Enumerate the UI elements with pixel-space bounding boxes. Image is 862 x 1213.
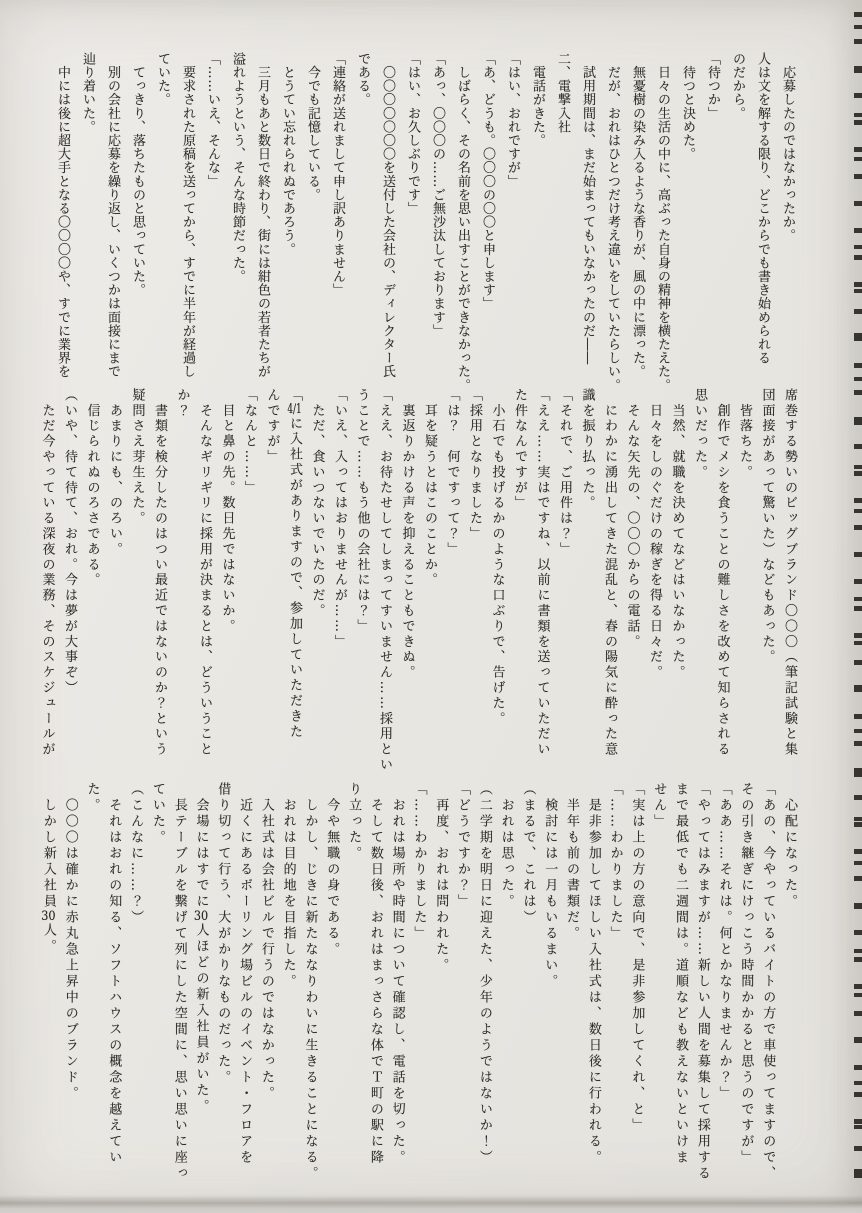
- text-line: 「やってはみますが……新しい人間を募集して採用する: [694, 782, 710, 1182]
- text-line: 今や無職の身である。: [324, 782, 340, 958]
- text-line: 席巻する勢いのビッグブランド〇〇〇（筆記試験と集: [782, 388, 797, 758]
- inline-numeral: 4/1: [287, 403, 302, 417]
- text-line: おれは場所や時間について確認し、電話を切った。: [389, 782, 405, 1166]
- text-line: か？: [174, 388, 190, 419]
- text-line: 三月もあと数日で終わり、街には紺色の若者たちが: [255, 52, 270, 379]
- text-line: 「連絡が送れまして申し訳ありません」: [330, 52, 345, 297]
- text-line: 辿り着いた。: [80, 52, 95, 134]
- text-line: （二学期を明日に迎えた、少年のようではないか！）: [476, 782, 492, 1166]
- text-line: 借り切って行う、大がかりなものだった。: [215, 782, 231, 1086]
- text-line: 中には後に超大手となる〇〇〇〇や、すでに業界を: [55, 52, 70, 379]
- text-line: おれは目的地を目指した。: [280, 782, 296, 990]
- text-line: （いや、待て待て、おれ。今は夢が大事ぞ）: [62, 388, 77, 696]
- text-line: その引き継ぎにけっこう時間かかると思うのですが」: [738, 782, 754, 1166]
- text-line: 〇〇〇は確かに赤丸急上昇中のブランド。: [62, 782, 78, 1102]
- text-band-middle: [35, 388, 800, 774]
- text-line: あまりにも、のろい。: [107, 388, 122, 558]
- text-line: 試用期間は、まだ始まってもいなかったのだ――: [580, 52, 595, 365]
- text-line: それはおれの知る、ソフトハウスの概念を越えてい: [106, 782, 122, 1166]
- text-line: ただ今やっている深夜の業務、そのスケジュールが: [39, 388, 55, 758]
- text-line: だが、おれはひとつだけ考え違いをしていたらしい。: [605, 52, 620, 392]
- text-line: 「……わかりました」: [411, 782, 427, 942]
- text-line: 別の会社に応募を繰り返し、いくつかは面接にまで: [105, 52, 120, 379]
- page-bottom-edge: [0, 1195, 862, 1213]
- text-line: そして数日後、おれはまっさらな体でＴ町の駅に降: [367, 782, 383, 1166]
- text-line: 「は？ 何ですって？」: [444, 388, 460, 558]
- text-line: まで最低でも二週間は。道順なども教えないといけま: [673, 782, 689, 1166]
- text-line: 「ええ、お待たせしてしまってすいません……採用とい: [377, 388, 392, 773]
- text-line: 再度、おれは問われた。: [433, 782, 449, 974]
- text-line: 団面接があって驚いた）などもあった。: [759, 388, 775, 666]
- text-line: 待つと決めた。: [680, 52, 695, 161]
- text-line: しばらく、その名前を思い出すことができなかった。: [455, 52, 470, 392]
- text-line: のだから。: [730, 52, 745, 120]
- text-line: にわかに湧出してきた混乱と、春の陽気に酔った意: [602, 388, 617, 758]
- text-line: 思いだった。: [692, 388, 707, 481]
- text-line: 日々をしのぐだけの稼ぎを得る日々だ。: [647, 388, 662, 681]
- binding-marks: [854, 12, 862, 1193]
- text-line: 創作でメシを食うことの難しさを改めて知らされる: [714, 388, 730, 758]
- text-line: 識を振り払った。: [579, 388, 595, 512]
- text-line: である。: [355, 52, 370, 107]
- text-line: 〇〇〇〇〇〇〇を送付した会社の、ディレクター氏: [380, 52, 395, 379]
- text-line: うことで……もう他の会社には？」: [354, 388, 370, 635]
- text-line: んですが」: [264, 388, 280, 465]
- text-line: 「それで、ご用件は？」: [557, 388, 572, 558]
- text-line: 入社式は会社ビルで行うのではなかった。: [258, 782, 274, 1102]
- inline-numeral: 30: [193, 910, 209, 923]
- inline-numeral: 30: [41, 910, 56, 923]
- text-line: 目と鼻の先。数日先ではないか。: [219, 388, 235, 635]
- text-line: （こんなに……？）: [128, 782, 144, 926]
- text-line: 「実は上の方の意向で、是非参加してくれ、と」: [629, 782, 645, 1134]
- text-line: 検討には一月もいるまい。: [542, 782, 558, 990]
- text-line: 「……いえ、そんな」: [205, 52, 220, 188]
- text-line: てっきり、落ちたものと思っていた。: [130, 52, 145, 297]
- text-line: 「……わかりました」: [607, 782, 623, 942]
- text-line: 「どうですか？」: [455, 782, 471, 910]
- text-line: 小石でも投げるかのような口ぶりで、告げた。: [489, 388, 505, 727]
- text-line: 耳を疑うとはこのことか。: [422, 388, 437, 589]
- text-line: 要求された原稿を送ってから、すでに半年が経過し: [180, 52, 195, 379]
- text-line: 書類を検分したのはつい最近ではないのか？という: [152, 388, 167, 758]
- text-line: 「はい、おれですが」: [505, 52, 520, 188]
- text-line: 半年も前の書類だ。: [564, 782, 580, 942]
- text-line: ていた。: [155, 52, 170, 107]
- text-line: 皆落ちた。: [737, 388, 752, 481]
- text-band-top: [50, 52, 800, 392]
- text-line: 信じられぬのろさである。: [84, 388, 100, 589]
- text-line: 「あの、今やっているバイトの方で車使ってますので、: [760, 782, 776, 1182]
- text-line: せん」: [651, 782, 667, 830]
- text-line: しかし、じきに新たななりわいに生きることになる。: [302, 782, 318, 1182]
- text-line: 「はい、お久しぶりです」: [405, 52, 420, 216]
- text-line: 「採用となりました」: [467, 388, 482, 542]
- text-line: 「ええ……実はですね、以前に書類を送っていただい: [534, 388, 550, 758]
- text-line: そんな矢先の、〇〇〇からの電話。: [624, 388, 640, 650]
- text-line: 是非参加してほしい入社式は、数日後に行われる。: [585, 782, 601, 1166]
- text-line: 会場にはすでに30人ほどの新入社員がいた。: [193, 782, 209, 1115]
- text-line: 無憂樹の染み入るような香りが、風の中に漂った。: [630, 52, 645, 379]
- text-line: 日々の生活の中に、高ぶった自身の精神を横たえた。: [655, 52, 670, 392]
- text-band-bottom: [37, 782, 800, 1200]
- text-line: そんなギリギリに採用が決まるとは、どういうこと: [197, 388, 212, 758]
- text-line: 「ああ……それは。何とかなりませんか？」: [716, 782, 732, 1102]
- text-line: 長テーブルを繋げて列にした空間に、思い思いに座っ: [171, 782, 187, 1182]
- text-line: 「なんと……」: [242, 388, 257, 496]
- text-line: た件なんですが」: [512, 388, 527, 512]
- text-line: 当然、就職を決めてなどはいなかった。: [669, 388, 685, 681]
- text-line: おれは思った。: [498, 782, 514, 910]
- text-line: 裏返りかける声を抑えることもできぬ。: [399, 388, 415, 681]
- section-heading: 二、電撃入社: [555, 52, 570, 134]
- text-line: 「いえ、入ってはおりませんが……」: [332, 388, 347, 650]
- text-line: 近くにあるボーリング場ビルのイベント・フロアを: [237, 782, 253, 1166]
- text-line: 人は文を解する限り、どこからでも書き始められる: [755, 52, 770, 365]
- text-line: た。: [84, 782, 100, 814]
- text-line: しかし新入社員30人。: [40, 782, 56, 955]
- text-line: ただ、食いつないでいたのだ。: [309, 388, 325, 619]
- text-line: 「あっ、〇〇〇の……ご無沙汰しております」: [430, 52, 445, 338]
- text-line: 溢れようという、そんな時節だった。: [230, 52, 245, 284]
- text-line: 「4/1に入社式がありますので、参加していただきた: [287, 388, 302, 740]
- text-line: （まるで、これは）: [520, 782, 536, 926]
- text-line: 電話がきた。: [530, 52, 545, 148]
- text-line: 応募したのではなかったか。: [780, 52, 795, 243]
- text-line: ていた。: [149, 782, 165, 846]
- text-line: 心配になった。: [782, 782, 797, 910]
- text-line: 今でも記憶している。: [305, 52, 320, 202]
- text-line: とうてい忘れられぬであろう。: [280, 52, 295, 256]
- text-line: り立った。: [346, 782, 362, 862]
- text-line: 「待つか」: [705, 52, 720, 120]
- text-line: 「あ、どうも。〇〇〇の〇〇と申します」: [480, 52, 495, 311]
- text-line: 疑問さえ芽生えた。: [129, 388, 145, 527]
